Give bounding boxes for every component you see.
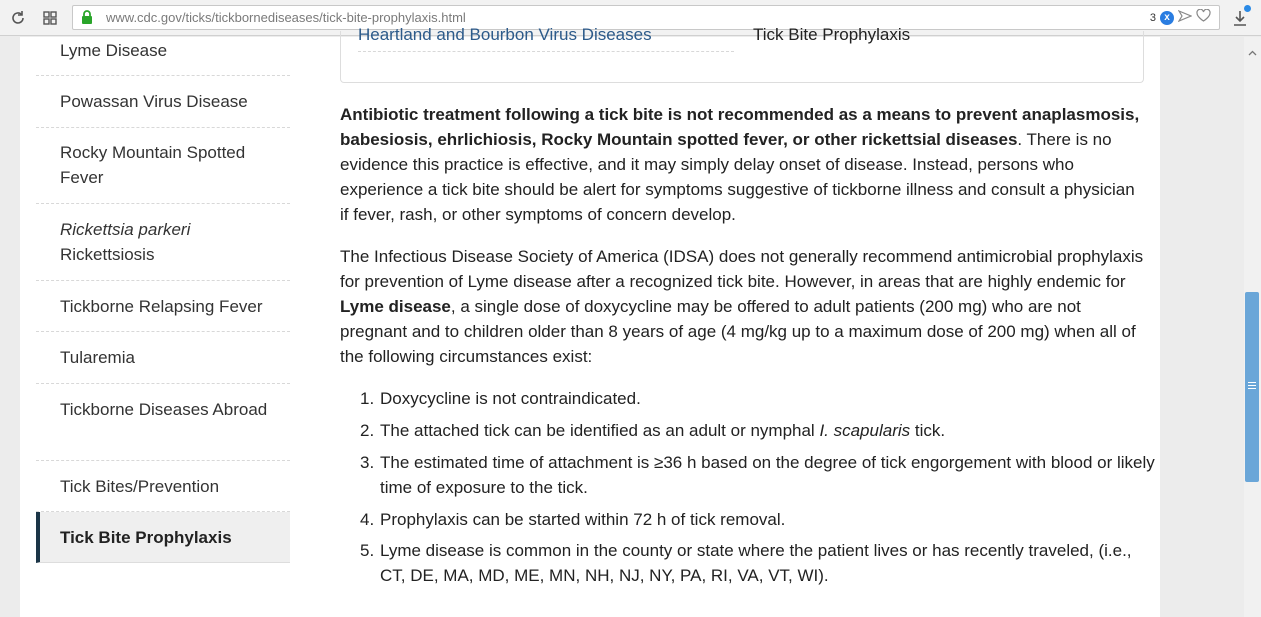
related-pages-box — [340, 25, 1144, 83]
list-number: 1. — [360, 389, 375, 408]
sidebar-item-relapsing-fever[interactable] — [36, 281, 290, 332]
grid-icon[interactable] — [38, 6, 62, 30]
sidebar-item-rmsf[interactable] — [36, 128, 290, 204]
sidebar-item-label: Powassan Virus Disease — [60, 92, 248, 111]
list-text-part: tick. — [910, 421, 946, 440]
sidebar-item-tick-bites-prevention[interactable] — [36, 461, 290, 512]
sidebar-item-label: Lyme Disease — [60, 41, 168, 60]
tracker-badge-icon[interactable]: x — [1160, 11, 1174, 25]
sidebar-item-label: Tick Bite Prophylaxis — [60, 528, 232, 547]
sidebar-item-label: Rocky Mountain Spotted Fever — [60, 143, 246, 187]
sidebar-item-label: Tularemia — [60, 348, 135, 367]
reload-icon[interactable] — [6, 6, 30, 30]
list-number: 3. — [360, 453, 375, 472]
paragraph-text: The Infectious Disease Society of America (IDSA) does not generally recommend antimicrobial prophylaxis for prevention of Lyme disease after a recognized tick bite. However, in areas that are highly endemic for — [340, 247, 1144, 291]
sidebar-item-label: Rickettsiosis — [60, 245, 155, 264]
species-name: I. scapularis — [819, 421, 911, 440]
list-text-part: The attached tick can be identified as an adult or nymphal — [380, 421, 820, 440]
sidebar-item-tularemia[interactable] — [36, 332, 290, 384]
paragraph-bold-statement: Antibiotic treatment following a tick bite is not recommended as a means to prevent anaplasmosis, babesiosis, ehrlichiosis, Rocky Mountain spotted fever, or other rickettsial diseases — [340, 105, 1140, 149]
heart-icon[interactable] — [1196, 9, 1211, 27]
lyme-disease-link[interactable]: Lyme disease — [340, 297, 451, 316]
list-text — [380, 418, 1160, 443]
send-icon[interactable] — [1178, 9, 1192, 27]
sidebar-item-diseases-abroad[interactable] — [36, 384, 290, 461]
tracker-count: 3 — [1149, 12, 1156, 24]
lock-icon — [81, 10, 93, 30]
paragraph-idsa — [340, 244, 1145, 369]
sidebar-item-rickettsia-parkeri[interactable] — [36, 204, 290, 281]
sidebar-item-lyme-disease[interactable] — [36, 37, 290, 76]
related-current-page: Tick Bite Prophylaxis — [753, 25, 911, 44]
grip-icon — [1248, 382, 1256, 391]
scrollbar-thumb[interactable] — [1245, 292, 1259, 482]
page-scrollbar[interactable] — [1244, 37, 1261, 617]
list-text: The estimated time of attachment is ≥36 h based on the degree of tick engorgement with blood or likely time of exposure to the tick. — [380, 453, 1155, 497]
list-text: Lyme disease is common in the county or state where the patient lives or has recently traveled, (i.e., CT, DE, MA, MD, ME, MN, NH, NJ, NY, PA, RI, VA, VT, WI). — [380, 541, 1132, 585]
scroll-up-arrow-icon[interactable] — [1248, 43, 1257, 61]
sidebar-item-label-italic: Rickettsia parkeri — [60, 220, 191, 239]
paragraph-antibiotic-treatment — [340, 102, 1145, 227]
download-icon[interactable] — [1228, 6, 1252, 30]
sidebar-item-powassan[interactable] — [36, 76, 290, 128]
list-number: 2. — [360, 421, 375, 440]
list-text: Doxycycline is not contraindicated. — [380, 389, 641, 408]
paragraph-text: . There is no evidence this practice is effective, and it may simply delay onset of disease. Instead, persons who experience a tick bite should be alert for symptoms suggestive of tickborne illness and consult a physician if fever, rash, or other symptoms of concern develop. — [340, 130, 1135, 224]
related-link-heartland-bourbon[interactable]: Heartland and Bourbon Virus Diseases — [358, 25, 734, 52]
notification-dot — [1244, 5, 1251, 12]
sidebar-item-label: Tick Bites/Prevention — [60, 477, 220, 496]
list-number: 4. — [360, 510, 375, 529]
page-content-area — [20, 25, 1160, 617]
list-number: 5. — [360, 541, 375, 560]
list-text: Prophylaxis can be started within 72 h of tick removal. — [380, 510, 786, 529]
sidebar-item-tick-bite-prophylaxis[interactable] — [36, 512, 290, 563]
sidebar-item-label: Tickborne Relapsing Fever — [60, 297, 263, 316]
paragraph-text: , a single dose of doxycycline may be offered to adult patients (200 mg) who are not pregnant and to children older than 8 years of age (4 mg/kg up to a maximum dose of 200 mg) when all of the following circumstances exist: — [340, 297, 1136, 366]
sidebar-item-label: Tickborne Diseases Abroad — [60, 400, 268, 419]
url-text: www.cdc.gov/ticks/tickbornediseases/tick-bite-prophylaxis.html — [106, 10, 466, 25]
